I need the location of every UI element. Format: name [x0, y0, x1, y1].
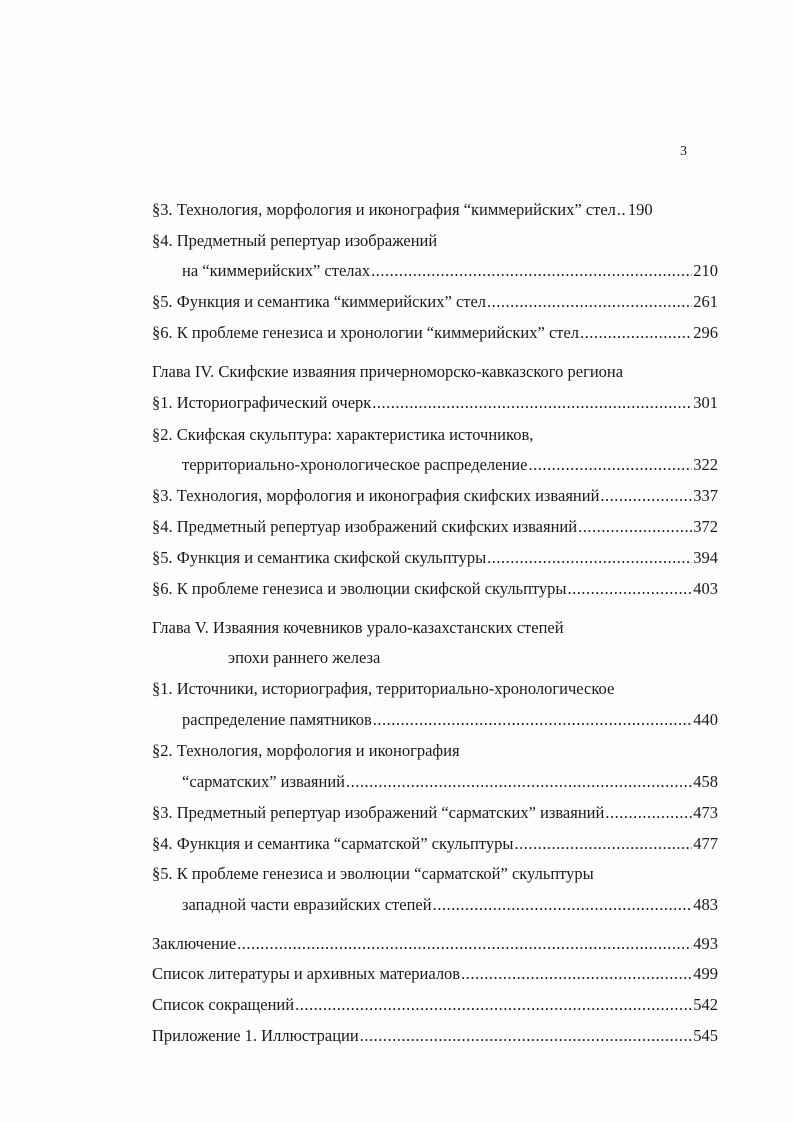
toc-entry-page: 545 [693, 1026, 718, 1045]
toc-entry-title: §6. К проблеме генезиса и хронологии “киммерийских” стел [152, 323, 580, 342]
toc-entry-title: эпохи раннего железа [228, 648, 381, 667]
toc-entry [152, 993, 718, 1017]
toc-entry-page: 483 [693, 895, 718, 914]
toc-entry-title: §1. Историографический очерк [152, 393, 372, 412]
toc-entry-page: 542 [693, 995, 718, 1014]
toc-entry-title: Список литературы и архивных материалов [152, 964, 461, 983]
toc-entry-page: 210 [693, 261, 718, 280]
toc-entry [182, 259, 718, 283]
toc-entry-page: 190 [627, 200, 653, 219]
toc-entry-page: 473 [693, 803, 718, 822]
toc-entry-title: “сарматских” изваяний [182, 772, 346, 791]
toc-entry-title: Список сокращений [152, 995, 295, 1014]
toc-entry [182, 770, 718, 794]
toc-entry-title: территориально-хронологическое распределение [182, 455, 528, 474]
toc-chapter-heading [152, 360, 718, 384]
toc-entry-title: §3. Технология, морфология и иконография скифских изваяний [152, 486, 600, 505]
toc-entry-title: западной части евразийских степей [182, 895, 432, 914]
toc-entry-title: §3. Предметный репертуар изображений “сарматских” изваяний [152, 803, 605, 822]
toc-entry [152, 677, 718, 701]
toc-entry-title: §5. Функция и семантика скифской скульптуры [152, 548, 487, 567]
toc-entry [152, 423, 718, 447]
toc-entry-title: §5. Функция и семантика “киммерийских” стел [152, 292, 487, 311]
toc-entry-page: 296 [693, 323, 718, 342]
toc-entry [152, 832, 718, 856]
toc-entry [152, 546, 718, 570]
toc-entry [152, 391, 718, 415]
toc-entry-page: 337 [693, 486, 718, 505]
toc-entry-page: 499 [693, 964, 718, 983]
toc-entry-page: 477 [693, 834, 718, 853]
toc-entry [152, 577, 718, 601]
toc-entry-title: §3. Технология, морфология и иконография “киммерийских” стел [152, 200, 616, 219]
toc-chapter-heading [228, 646, 718, 670]
toc-entry [182, 453, 718, 477]
toc-entry-title: Заключение [152, 934, 237, 953]
toc-entry-page: 261 [693, 292, 718, 311]
toc-entry [152, 229, 718, 253]
toc-entry-title: §4. Функция и семантика “сарматской” скульптуры [152, 834, 514, 853]
toc-entry [152, 739, 718, 763]
toc-entry-title: Глава IV. Скифские изваяния причерноморско-кавказского региона [152, 362, 624, 381]
toc-entry [152, 962, 718, 986]
toc-entry [182, 893, 718, 917]
toc-entry [152, 198, 718, 222]
toc-entry-title: §4. Предметный репертуар изображений скифских изваяний [152, 517, 578, 536]
toc-entry-page: 322 [693, 455, 718, 474]
toc-entry-title: §5. К проблеме генезиса и эволюции “сарматской” скульптуры [152, 864, 594, 883]
page-number: 3 [680, 144, 687, 159]
toc-entry [152, 515, 718, 539]
toc-entry-title: на “киммерийских” стелах [182, 261, 371, 280]
toc-entry-page: 394 [693, 548, 718, 567]
toc-entry [152, 1024, 718, 1048]
toc-entry-title: распределение памятников [182, 710, 372, 729]
toc-entry [152, 290, 718, 314]
toc-entry-page: 301 [693, 393, 718, 412]
toc-entry [152, 484, 718, 508]
toc-entry [152, 932, 718, 956]
toc-entry-page: 403 [693, 579, 718, 598]
toc-entry [152, 801, 718, 825]
toc-entry [152, 321, 718, 345]
toc-entry-title: Приложение 1. Иллюстрации [152, 1026, 359, 1045]
toc-entry-title: §2. Скифская скульптура: характеристика источников, [152, 425, 534, 444]
toc-entry-title: §4. Предметный репертуар изображений [152, 231, 438, 250]
toc-entry [152, 862, 718, 886]
toc-entry-page: 372 [693, 517, 718, 536]
toc-chapter-heading [152, 616, 718, 640]
toc-entry-page: 458 [693, 772, 718, 791]
toc-entry-title: §6. К проблеме генезиса и эволюции скифской скульптуры [152, 579, 567, 598]
toc-entry-title: §1. Источники, историография, территориально-хронологическое [152, 679, 615, 698]
toc-entry-title: Глава V. Изваяния кочевников урало-казахстанских степей [152, 618, 564, 637]
toc-entry-page: 440 [693, 710, 718, 729]
toc-entry-title: §2. Технология, морфология и иконография [152, 741, 460, 760]
toc-entry-page: 493 [693, 934, 718, 953]
toc-entry [182, 708, 718, 732]
